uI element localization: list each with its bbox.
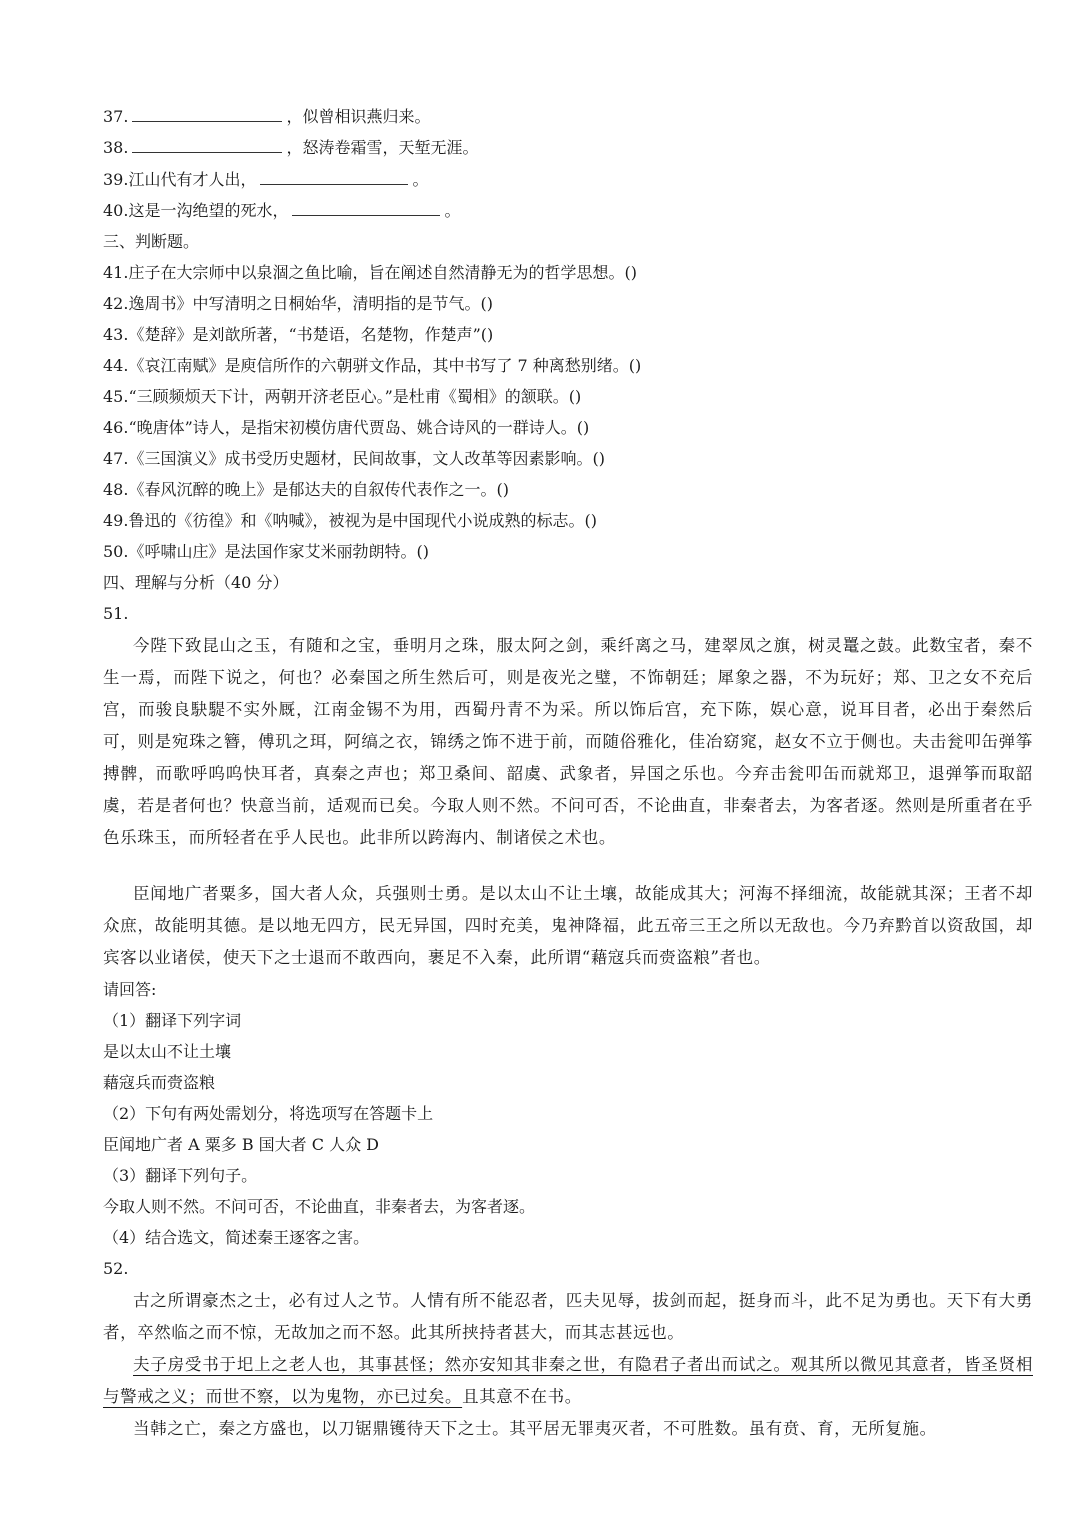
sub-question-2-sentence: 臣闻地广者 A 粟多 B 国大者 C 人众 D	[103, 1135, 379, 1154]
judgment-49: 49.鲁迅的《彷徨》和《呐喊》，被视为是中国现代小说成熟的标志。()	[103, 511, 597, 530]
judgment-44: 44.《哀江南赋》是庾信所作的六朝骈文作品，其中书写了 7 种离愁别绪。()	[103, 356, 642, 375]
question-39: 39.江山代有才人出， 。	[103, 166, 1040, 194]
sub-question-1-item-a: 是以太山不让土壤	[103, 1042, 232, 1061]
answer-blank[interactable]	[292, 197, 440, 216]
answer-blank[interactable]	[132, 103, 282, 122]
question-37: 37. ，似曾相识燕归来。	[103, 103, 1040, 131]
question-52-number: 52.	[103, 1259, 129, 1278]
passage-52-paragraph-2-tail: 且其意不在书。	[462, 1387, 582, 1406]
question-51-number: 51.	[103, 604, 129, 623]
passage-52-paragraph-3: 当韩之亡，秦之方盛也，以刀锯鼎镬待天下之士。其平居无罪夷灭者，不可胜数。虽有贲、育，无所复施。	[133, 1419, 937, 1438]
passage-52-paragraph-1: 古之所谓豪杰之士，必有过人之节。人情有所不能忍者，匹夫见辱，拔剑而起，挺身而斗，此不足为勇也。天下有大勇者，卒然临之而不惊，无故加之而不怒。此其所挟持者甚大，而其志甚远也。	[103, 1291, 1033, 1342]
sub-question-1: （1）翻译下列字词	[103, 1011, 242, 1030]
sub-question-3-sentence: 今取人则不然。不问可否，不论曲直，非秦者去，为客者逐。	[103, 1197, 536, 1216]
judgment-46: 46.“晚唐体”诗人，是指宋初模仿唐代贾岛、姚合诗风的一群诗人。()	[103, 418, 590, 437]
judgment-42: 42.逸周书》中写清明之日桐始华，清明指的是节气。()	[103, 294, 493, 313]
passage-51-paragraph-1: 今陛下致昆山之玉，有随和之宝，垂明月之珠，服太阿之剑，乘纤离之马，建翠凤之旗，树灵鼍之鼓。此数宝者，秦不生一焉，而陛下说之，何也？必秦国之所生然后可，则是夜光之璧，不饰朝廷；犀象之器，不为玩好；郑、卫之女不充后宫，而骏良駃騠不实外厩，江南金锡不为用，西蜀丹青不为采。所以饰后宫，充下陈，娱心意，说耳目者，必出于秦然后可，则是宛珠之簪，傅玑之珥，阿缟之衣，锦绣之饰不进于前，而随俗雅化，佳冶窈窕，赵女不立于侧也。夫击瓮叩缶弹筝搏髀，而歌呼呜呜快耳者，真秦之声也；郑卫桑间、韶虞、武象者，异国之乐也。今弃击瓮叩缶而就郑卫，退弹筝而取韶虞，若是者何也？快意当前，适观而已矣。今取人则不然。不问可否，不论曲直，非秦者去，为客者逐。然则是所重者在乎色乐珠玉，而所轻者在乎人民也。此非所以跨海内、制诸侯之术也。	[103, 636, 1033, 847]
judgment-45: 45.“三顾频烦天下计，两朝开济老臣心。”是杜甫《蜀相》的颔联。()	[103, 387, 582, 406]
answer-blank[interactable]	[132, 134, 282, 153]
answer-blank[interactable]	[260, 166, 408, 185]
judgment-50: 50.《呼啸山庄》是法国作家艾米丽勃朗特。()	[103, 542, 429, 561]
underlined-passage: 夫子房受书于圯上之老人也，其事甚怪；然亦安知其非秦之世，有隐君子者出而试之。观其所以微见其意者，皆圣贤相与警戒之义；而世不察，以为鬼物，亦已过矣。	[103, 1355, 1033, 1406]
section-4-title: 四、理解与分析（40 分）	[103, 573, 289, 592]
passage-51-paragraph-2: 臣闻地广者粟多，国大者人众，兵强则士勇。是以太山不让土壤，故能成其大；河海不择细流，故能就其深；王者不却众庶，故能明其德。是以地无四方，民无异国，四时充美，鬼神降福，此五帝三王之所以无敌也。今乃弃黔首以资敌国，却宾客以业诸侯，使天下之士退而不敢西向，裹足不入秦，此所谓“藉寇兵而赍盗粮”者也。	[103, 884, 1033, 967]
judgment-43: 43.《楚辞》是刘歆所著，“书楚语，名楚物，作楚声”()	[103, 325, 494, 344]
sub-question-2: （2）下句有两处需划分，将选项写在答题卡上	[103, 1104, 434, 1123]
question-38: 38. ，怒涛卷霜雪，天堑无涯。	[103, 134, 1040, 162]
answer-prompt: 请回答:	[103, 980, 157, 999]
section-3-title: 三、判断题。	[103, 232, 200, 251]
sub-question-4: （4）结合选文，简述秦王逐客之害。	[103, 1228, 370, 1247]
sub-question-1-item-b: 藉寇兵而赍盗粮	[103, 1073, 216, 1092]
passage-52-paragraph-2	[103, 1349, 1033, 1413]
judgment-47: 47.《三国演义》成书受历史题材，民间故事，文人改革等因素影响。()	[103, 449, 605, 468]
judgment-41: 41.庄子在大宗师中以泉涸之鱼比喻，旨在阐述自然清静无为的哲学思想。()	[103, 263, 637, 282]
sub-question-3: （3）翻译下列句子。	[103, 1166, 258, 1185]
question-40: 40.这是一沟绝望的死水， 。	[103, 197, 1040, 225]
judgment-48: 48.《春风沉醉的晚上》是郁达夫的自叙传代表作之一。()	[103, 480, 509, 499]
